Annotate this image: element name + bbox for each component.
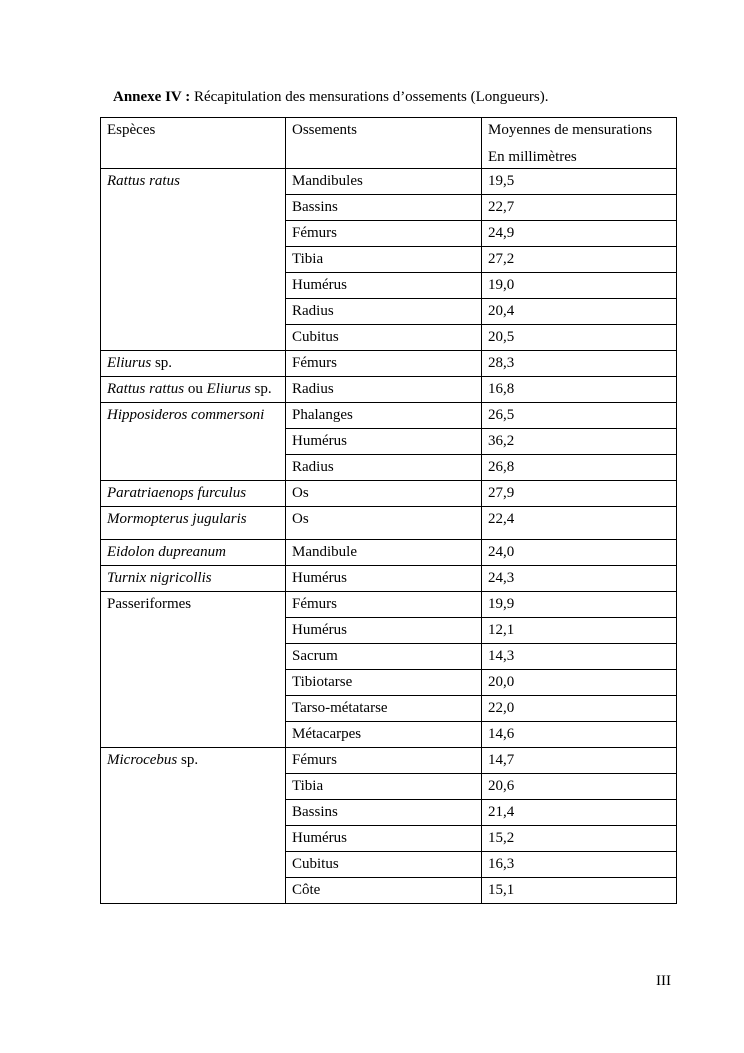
- table-row: [101, 507, 677, 540]
- value-cell: 24,9: [482, 221, 677, 247]
- value-cell: 15,1: [482, 878, 677, 904]
- value-cell: 19,5: [482, 169, 677, 195]
- value-cell: 24,3: [482, 566, 677, 592]
- value-cell: 24,0: [482, 540, 677, 566]
- ossement-cell: Mandibule: [286, 540, 482, 566]
- value-cell: 27,9: [482, 481, 677, 507]
- ossement-cell: Radius: [286, 377, 482, 403]
- species-name-regular: sp.: [177, 752, 199, 768]
- species-name-italic: Eidolon dupreanum: [107, 544, 227, 560]
- species-cell: [101, 351, 286, 377]
- ossement-cell: Tarso-métatarse: [286, 696, 482, 722]
- table-row: [101, 377, 677, 403]
- value-cell: 19,9: [482, 592, 677, 618]
- ossement-cell: Phalanges: [286, 403, 482, 429]
- ossement-cell: Cubitus: [286, 325, 482, 351]
- table-row: [101, 481, 677, 507]
- ossement-cell: Humérus: [286, 826, 482, 852]
- species-name-regular: ou: [184, 381, 207, 397]
- ossement-cell: Humérus: [286, 566, 482, 592]
- value-cell: 12,1: [482, 618, 677, 644]
- ossement-cell: Fémurs: [286, 221, 482, 247]
- ossement-cell: Fémurs: [286, 748, 482, 774]
- ossement-cell: Humérus: [286, 273, 482, 299]
- ossement-cell: Fémurs: [286, 351, 482, 377]
- value-cell: 20,0: [482, 670, 677, 696]
- value-cell: 27,2: [482, 247, 677, 273]
- measurements-table: [100, 117, 677, 904]
- ossement-cell: Radius: [286, 299, 482, 325]
- species-cell: [101, 748, 286, 904]
- ossement-cell: Tibia: [286, 247, 482, 273]
- table-row: [101, 592, 677, 618]
- species-name-italic: Microcebus: [107, 752, 178, 768]
- value-cell: 14,3: [482, 644, 677, 670]
- species-name-regular: sp.: [151, 355, 173, 371]
- species-cell: [101, 169, 286, 351]
- species-cell: [101, 377, 286, 403]
- species-name-italic: Rattus ratus: [107, 173, 180, 189]
- ossement-cell: Tibia: [286, 774, 482, 800]
- value-cell: 26,5: [482, 403, 677, 429]
- table-row: [101, 566, 677, 592]
- ossement-cell: Métacarpes: [286, 722, 482, 748]
- value-cell: 20,5: [482, 325, 677, 351]
- species-cell: [101, 592, 286, 748]
- species-name-italic: Paratriaenops furculus: [107, 485, 247, 501]
- value-cell: 14,7: [482, 748, 677, 774]
- page-number: III: [656, 973, 671, 989]
- annexe-title-label: Annexe IV :: [113, 89, 191, 105]
- col-header-especes: Espèces: [101, 118, 286, 169]
- annexe-title-text: Récapitulation des mensurations d’ossements (Longueurs).: [190, 89, 549, 105]
- value-cell: 28,3: [482, 351, 677, 377]
- col-header-moyennes-line1: Moyennes de mensurations: [488, 122, 653, 138]
- ossement-cell: Os: [286, 507, 482, 540]
- species-cell: [101, 566, 286, 592]
- species-name-italic: Turnix nigricollis: [107, 570, 212, 586]
- table-row: [101, 403, 677, 429]
- species-cell: [101, 507, 286, 540]
- header-row: [101, 118, 677, 169]
- value-cell: 14,6: [482, 722, 677, 748]
- value-cell: 21,4: [482, 800, 677, 826]
- species-cell: [101, 403, 286, 481]
- value-cell: 16,8: [482, 377, 677, 403]
- species-name-italic: Mormopterus jugularis: [107, 511, 247, 527]
- value-cell: 20,4: [482, 299, 677, 325]
- table-row: [101, 351, 677, 377]
- table-row: [101, 748, 677, 774]
- ossement-cell: Radius: [286, 455, 482, 481]
- value-cell: 26,8: [482, 455, 677, 481]
- species-cell: [101, 540, 286, 566]
- ossement-cell: Bassins: [286, 195, 482, 221]
- species-name-italic: Eliurus: [107, 355, 152, 371]
- species-name-italic: Hipposideros commersoni: [107, 407, 265, 423]
- ossement-cell: Côte: [286, 878, 482, 904]
- ossement-cell: Mandibules: [286, 169, 482, 195]
- species-name-italic: Eliurus: [206, 381, 251, 397]
- species-name-regular: Passeriformes: [107, 596, 192, 612]
- value-cell: 22,7: [482, 195, 677, 221]
- col-header-moyennes-line2: En millimètres: [488, 149, 577, 165]
- value-cell: 22,4: [482, 507, 677, 540]
- value-cell: 15,2: [482, 826, 677, 852]
- ossement-cell: Cubitus: [286, 852, 482, 878]
- value-cell: 16,3: [482, 852, 677, 878]
- table-row: [101, 169, 677, 195]
- ossement-cell: Os: [286, 481, 482, 507]
- value-cell: 20,6: [482, 774, 677, 800]
- table-row: [101, 540, 677, 566]
- ossement-cell: Humérus: [286, 429, 482, 455]
- species-cell: [101, 481, 286, 507]
- species-name-regular: sp.: [250, 381, 272, 397]
- ossement-cell: Fémurs: [286, 592, 482, 618]
- col-header-ossements: Ossements: [286, 118, 482, 169]
- species-name-italic: Rattus rattus: [107, 381, 185, 397]
- ossement-cell: Humérus: [286, 618, 482, 644]
- col-header-moyennes: [482, 118, 677, 169]
- annexe-title: [113, 89, 549, 106]
- value-cell: 36,2: [482, 429, 677, 455]
- value-cell: 19,0: [482, 273, 677, 299]
- ossement-cell: Sacrum: [286, 644, 482, 670]
- ossement-cell: Tibiotarse: [286, 670, 482, 696]
- value-cell: 22,0: [482, 696, 677, 722]
- ossement-cell: Bassins: [286, 800, 482, 826]
